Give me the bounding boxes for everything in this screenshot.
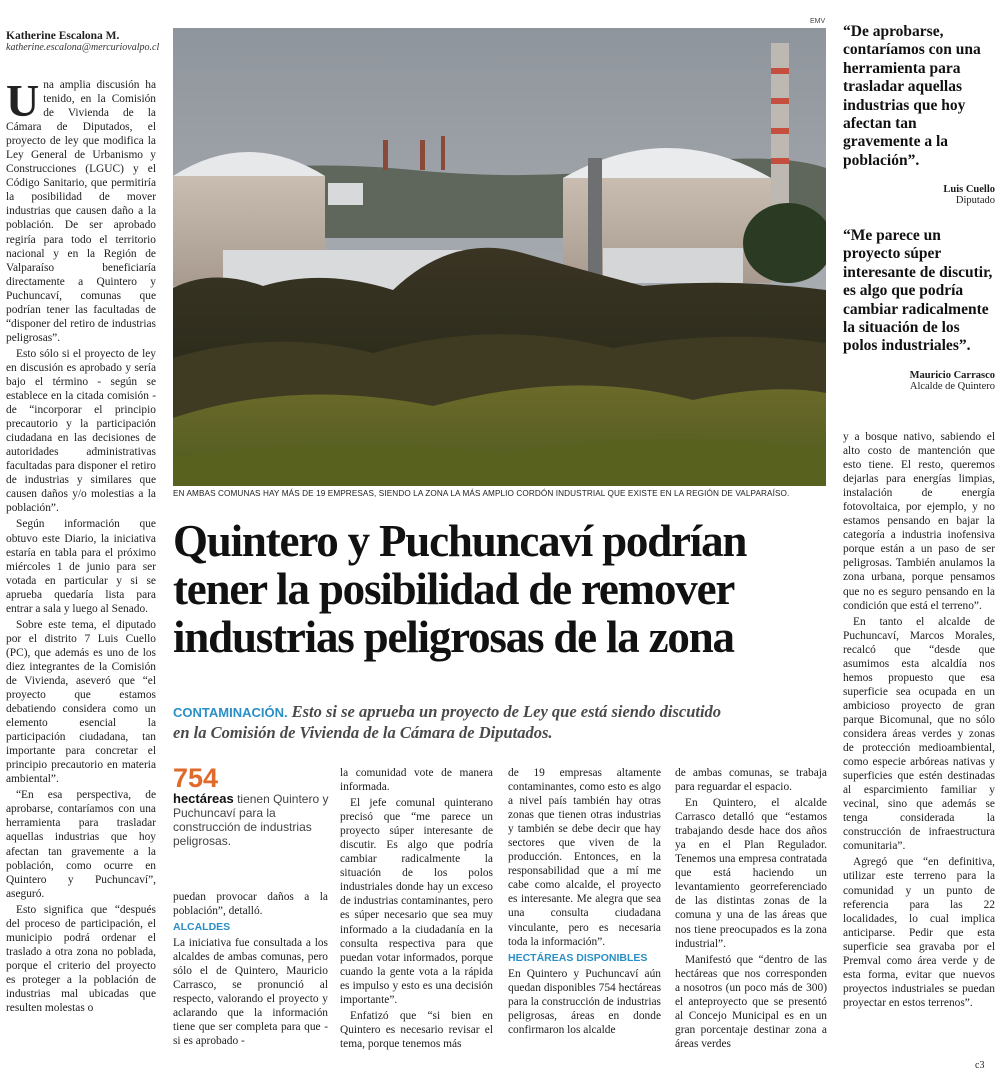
article-column-2 bbox=[173, 890, 328, 1051]
paragraph: Sobre este tema, el diputado por el distrito 7 Luis Cuello (PC), que además es uno de los diez integrantes de la Comisión de Vivienda, aseveró que “el proyecto que estamos debatiendo considera como un elemento esencial la participación ciudadana, tan importante para concretar el principio precautorio en materia ambiental”. bbox=[6, 618, 156, 786]
headline bbox=[173, 517, 823, 661]
paragraph: Agregó que “en definitiva, utilizar este terreno para la comunidad y un punto de referencia para las 22 localidades, lo cual implica anticiparse. Pedir que esta superficie sea gravaba por el Premval como área verde y de esta forma, evitar que nuevos proyectos industriales se puedan proyectar en estos terrenos”. bbox=[843, 856, 995, 1009]
quote-attribution-role: Diputado bbox=[955, 195, 995, 207]
paragraph: Esto sólo si el proyecto de ley en discusión es aprobado y sería bajo el término - según se establece en la citada comisión - de “incorporar el principio precautorio y la participación ciudadana en las decisiones de autoridades administrativas facultadas para disponer el retiro de industrias y similares que causen daños y/o molestias a la población”. bbox=[6, 347, 156, 515]
article-column-5 bbox=[675, 766, 827, 1053]
author-name: Katherine Escalona M. bbox=[6, 30, 120, 42]
stat-box bbox=[173, 765, 333, 848]
deck bbox=[173, 701, 823, 743]
paragraph: y a bosque nativo, sabiendo el alto costo de mantención que esto tiene. El resto, queremos dejarlas para energías limpias, instalación de energía fotovoltaica, por ejemplo, y no estamos pensando en bajar la categoría a industria inofensiva porque están a un paso de ser peligrosas. También anulamos la zona urbana, porque pensamos que no es seguro pensando en la condición que está el terreno”. bbox=[843, 431, 995, 612]
photo-caption: EN AMBAS COMUNAS HAY MÁS DE 19 EMPRESAS, SIENDO LA ZONA LA MÁS AMPLIO CORDÓN INDUSTRIAL QUE EXISTE EN LA REGIÓN DE VALPARAÍSO. bbox=[173, 489, 790, 498]
headline-line: tener la posibilidad de remover bbox=[173, 564, 735, 614]
quote-attribution-name: Luis Cuello bbox=[943, 184, 995, 196]
paragraph: na amplia discusión ha tenido, en la Comisión de Vivienda de la Cámara de Diputados, el proyecto de ley que modifica la Ley General de Urbanismo y Construcciones (LGUC) y el Código Sanitario, que permitiría la posibilidad de mover industrias que causen daño a la población. De ser aprobado regiría para todo el territorio nacional y en la Región de Valparaíso beneficiaría directamente a Quintero y Puchuncaví, comunas que podrían tener las facultadas de “disponer del retiro de industrias peligrosas”. bbox=[6, 79, 156, 344]
paragraph: En Quintero, el alcalde Carrasco detalló que “estamos trabajando desde hace dos años ya en el Plan Regulador. Tenemos una empresa contratada que está haciendo un levantamiento georreferenciado de las distintas zonas de la comuna y una de las áreas que nos tiene preocupados es la zona industrial”. bbox=[675, 797, 827, 950]
quote-text: “De aprobarse, contaríamos con una herramienta para trasladar aquellas industrias que hoy afectan tan gravemente a la población”. bbox=[843, 23, 981, 169]
stat-unit: hectáreas bbox=[173, 791, 234, 806]
pull-quote-2 bbox=[843, 227, 995, 392]
stat-description: tienen Quintero y Puchuncaví para la construcción de industrias peligrosas. bbox=[173, 792, 329, 848]
author-email[interactable]: katherine.escalona@mercuriovalpo.cl bbox=[6, 42, 160, 53]
section-subhead: HECTÁREAS DISPONIBLES bbox=[508, 951, 648, 964]
paragraph: Esto significa que “después del proceso de participación, el municipio podrá ordenar el traslado a otra zona no poblada, porque el criterio del proyecto es proteger a la población de industrias mal ubicadas que resulten molestas o bbox=[6, 903, 156, 1015]
drop-cap: U bbox=[6, 75, 40, 126]
headline-line: Quintero y Puchuncaví podrían bbox=[173, 516, 747, 566]
article-column-6 bbox=[843, 430, 995, 1012]
industrial-landscape-image bbox=[173, 28, 826, 486]
article-column-3 bbox=[340, 766, 493, 1053]
paragraph: Según información que obtuvo este Diario, la iniciativa estaría en tabla para el próximo miércoles 1 de junio para ser votada en particular y si se aprueba quedaría lista para entrar a sala y luego al Senado. bbox=[6, 518, 156, 615]
paragraph: Manifestó que “dentro de las hectáreas que nos corresponden a nosotros (un poco más de 300) el anteproyecto que se presentó al Concejo Municipal es en un gran porcentaje destinar zona a áreas verdes bbox=[675, 953, 827, 1050]
quote-attribution-name: Mauricio Carrasco bbox=[909, 369, 995, 381]
kicker: CONTAMINACIÓN. bbox=[173, 705, 288, 720]
paragraph: “En esa perspectiva, de aprobarse, contaríamos con una herramienta para trasladar aquellas industrias que hoy afectan tan gravemente a la población, como ocurre en Quintero y Puchuncaví”, aseguró. bbox=[6, 789, 156, 900]
article-photo bbox=[173, 28, 826, 486]
paragraph: la comunidad vote de manera informada. bbox=[340, 767, 493, 794]
stat-number: 754 bbox=[173, 763, 219, 793]
paragraph: de 19 empresas altamente contaminantes, como esto es algo a nivel país también hay otras zonas que tienen otras industrias y también se debe decir que hay sectores que viven de la producción. Entonces, en la responsabilidad que a mí me cabe como alcalde, el proyecto es interesante. Me alegra que sea una consulta ciudadana vinculante, pero es necesaria toda la información”. bbox=[508, 767, 661, 948]
article-column-4 bbox=[508, 766, 661, 1039]
quote-text: “Me parece un proyecto súper interesante de discutir, es algo que podría cambiar radicalmente la situación de los polos industriales”. bbox=[843, 227, 993, 355]
paragraph: En tanto el alcalde de Puchuncaví, Marcos Morales, recalcó que “desde que asumimos esta alcaldía nos hemos propuesto que esa superficie sea ocupada en un ambicioso proyecto de gran parque Bicomunal, que no sólo considera áreas verdes y zonas de protección medioambiental, como especie arbóreas nativas y superficies que estén destinadas al esparcimiento familiar y vecinal, sino que además se tenga considerada la construcción de infraestructura comunitaria”. bbox=[843, 615, 995, 853]
paragraph: Enfatizó que “si bien en Quintero es necesario revisar el tema, porque tenemos más bbox=[340, 1009, 493, 1050]
pull-quote-1 bbox=[843, 23, 995, 206]
paragraph: puedan provocar daños a la población”, detalló. bbox=[173, 891, 328, 918]
photo-credit-label: EMV bbox=[810, 18, 826, 25]
paragraph: En Quintero y Puchuncaví aún quedan disponibles 754 hectáreas para la construcción de industrias peligrosas, áreas en donde confirmaron los alcalde bbox=[508, 967, 661, 1036]
end-mark: c3 bbox=[975, 1060, 985, 1071]
deck-text: Esto si se aprueba un proyecto de Ley que está siendo discutido bbox=[291, 702, 722, 721]
article-column-1 bbox=[6, 75, 156, 1017]
headline-line: industrias peligrosas de la zona bbox=[173, 612, 734, 662]
paragraph: de ambas comunas, se trabaja para reguardar el espacio. bbox=[675, 767, 827, 794]
paragraph: El jefe comunal quinterano precisó que “me parece un proyecto súper interesante de discutir. Es algo que podría cambiar radicalmente la situación de los polos industriales donde hay un exceso de industrias contaminantes, pero es súper necesario que sea muy informado a la ciudadanía en la consulta respectiva para que puedan votar informados, porque cuando la gente vota a la rápida es impulso y esto es una decisión importante”. bbox=[340, 797, 493, 1006]
quote-attribution-role: Alcalde de Quintero bbox=[909, 380, 995, 392]
deck-text: en la Comisión de Vivienda de la Cámara de Diputados. bbox=[173, 723, 553, 742]
section-subhead: ALCALDES bbox=[173, 921, 231, 934]
paragraph: La iniciativa fue consultada a los alcaldes de ambas comunas, pero sólo el de Quintero, Mauricio Carrasco, se pronunció al respecto, valorando el proyecto y aclarando que la información tiene que ser completa para que - si es aprobado - bbox=[173, 937, 328, 1048]
